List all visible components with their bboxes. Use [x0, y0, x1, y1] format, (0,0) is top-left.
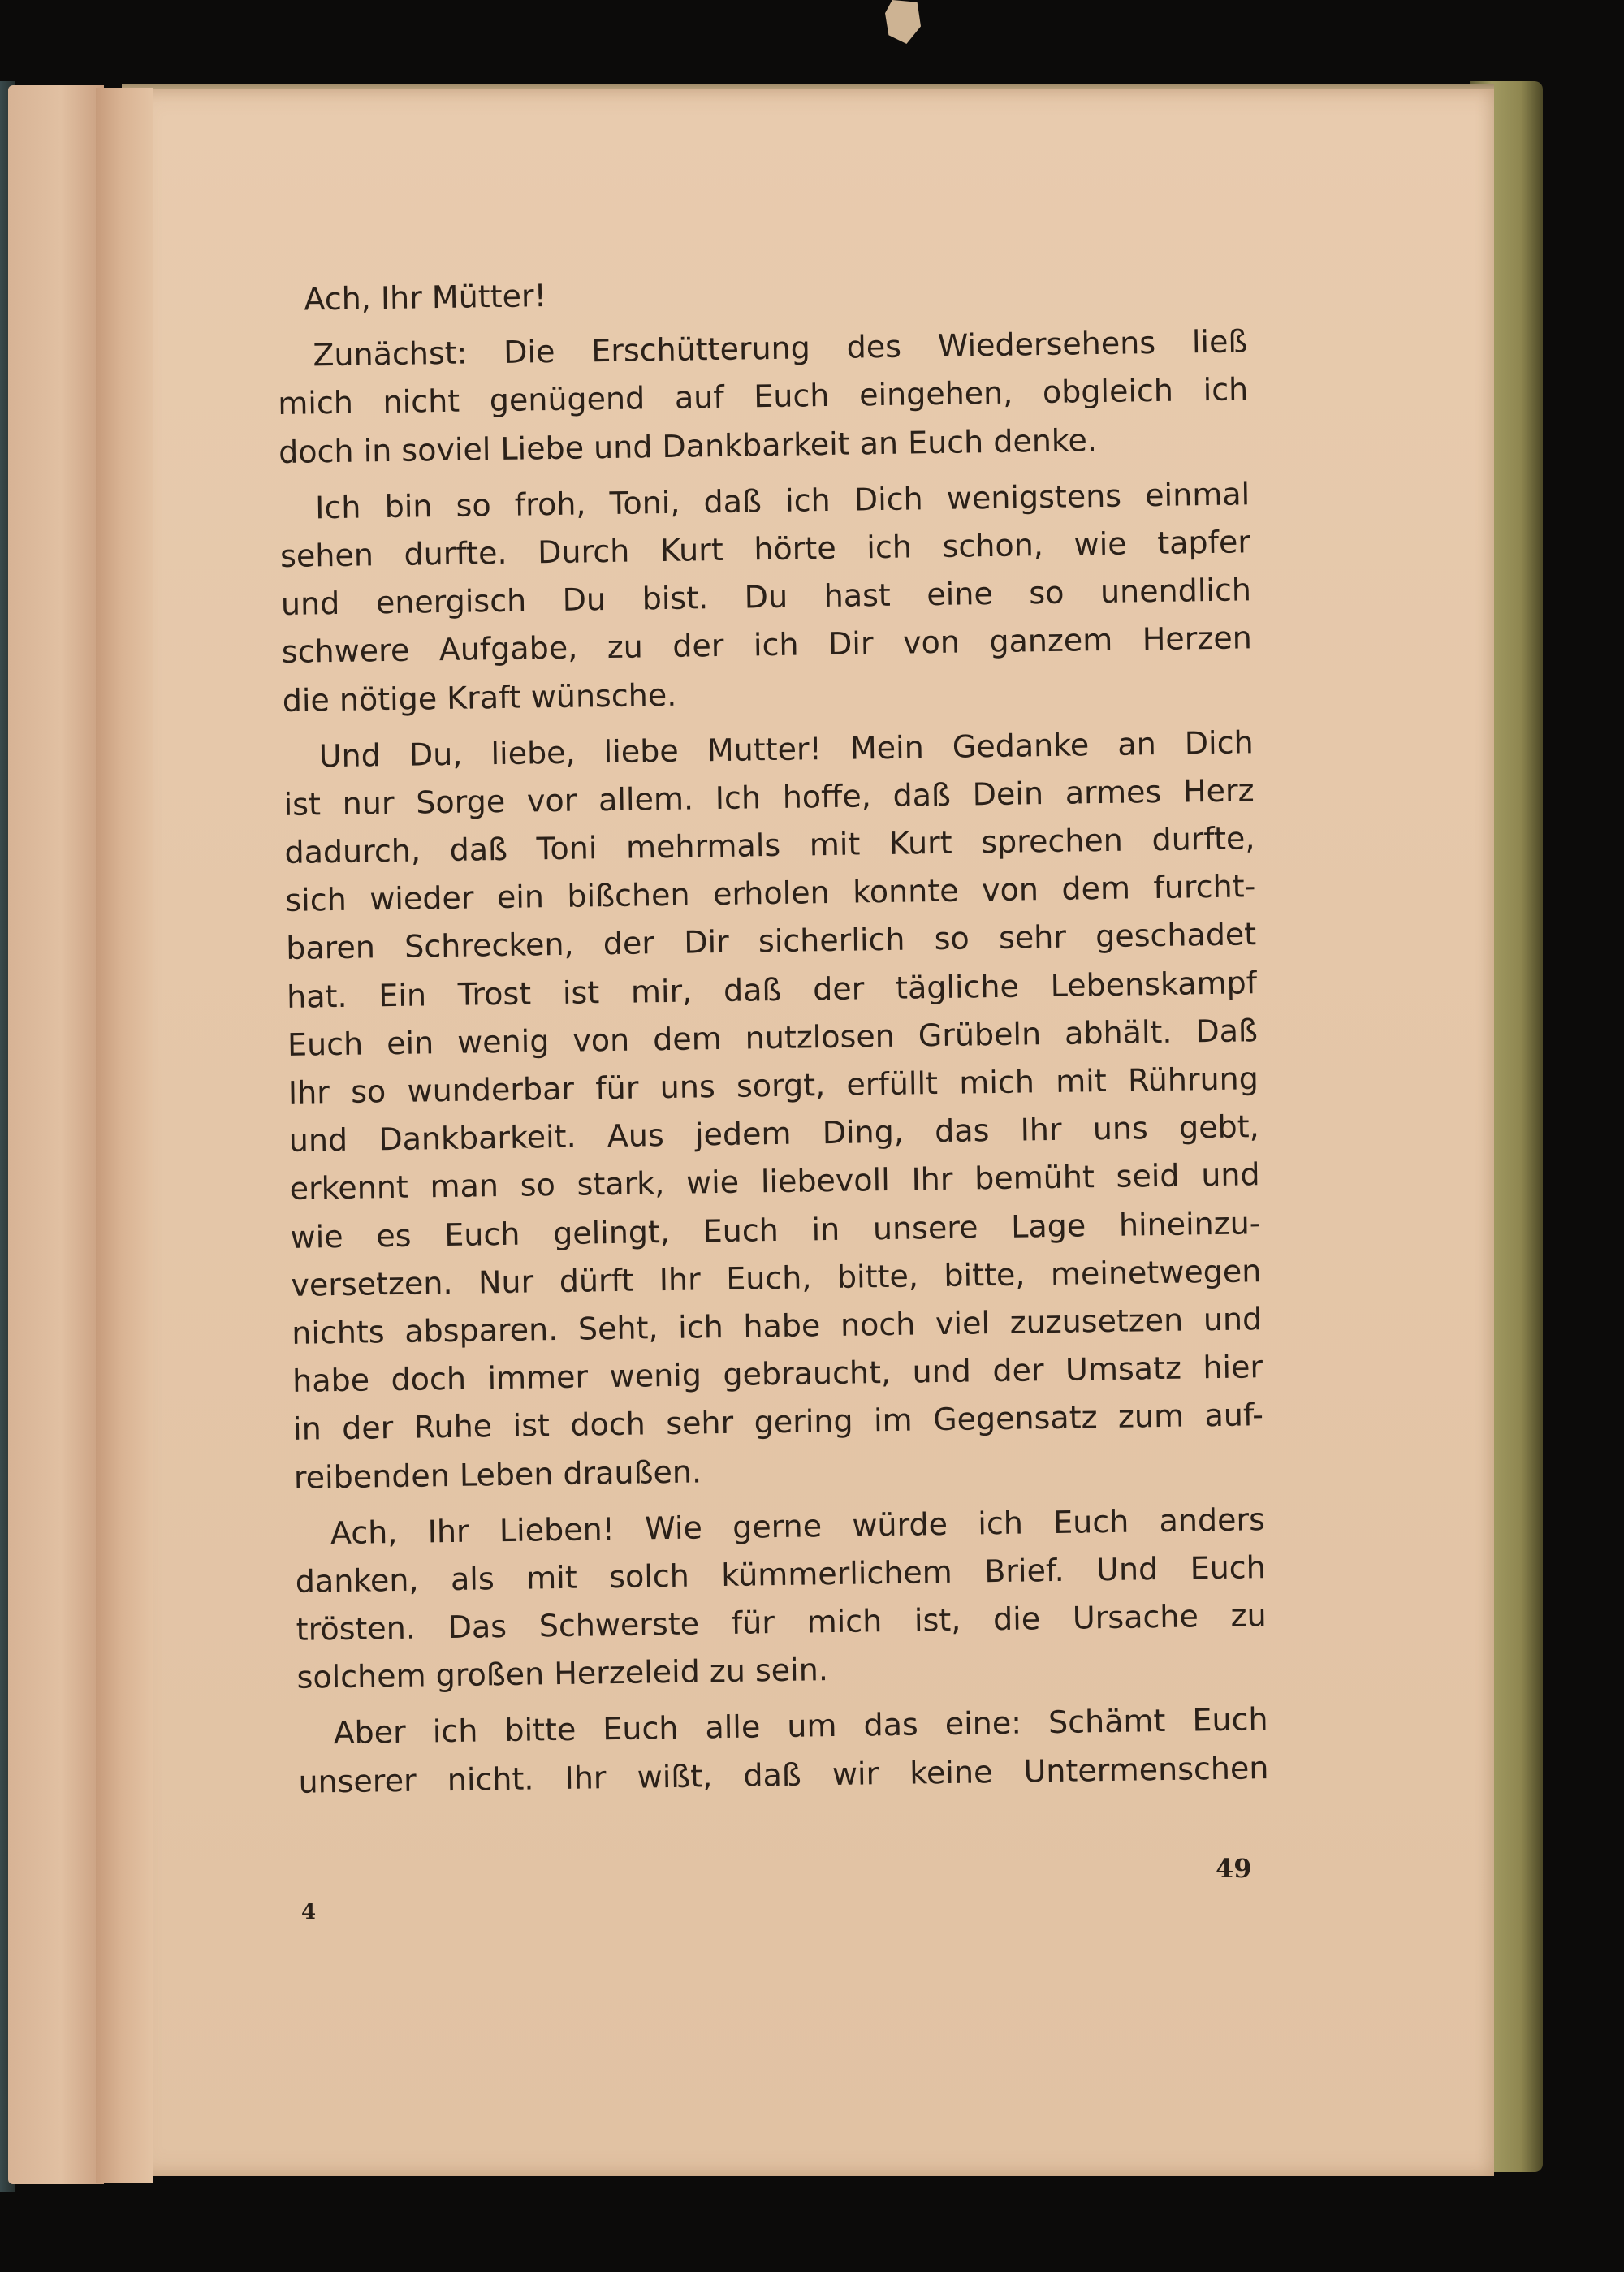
text-line: Aber ich bitte Euch alle um das eine: Schämt Euch: [333, 1701, 1268, 1752]
page-number: 49: [1216, 1853, 1252, 1884]
text-line: trösten. Das Schwerste für mich ist, die Ursache zu: [296, 1597, 1267, 1648]
text-line: danken, als mit solch kümmerlichem Brief. Und Euch: [295, 1549, 1267, 1600]
text-line: hat. Ein Trost ist mir, daß der tägliche Lebenskampf: [286, 964, 1258, 1015]
paragraph-5: [297, 1696, 1269, 1807]
text-line: wie es Euch gelingt, Euch in unsere Lage hineinzu-: [290, 1204, 1261, 1255]
paragraph-4: [295, 1496, 1268, 1702]
text-line: ist nur Sorge vor allem. Ich hoffe, daß Dein armes Herz: [283, 772, 1255, 823]
text-line: habe doch immer wenig gebraucht, und der Umsatz hier: [292, 1349, 1263, 1399]
text-line: und energisch Du bist. Du hast eine so unendlich: [280, 572, 1252, 623]
text-line: und Dankbarkeit. Aus jedem Ding, das Ihr uns gebt,: [288, 1108, 1259, 1160]
text-line: Und Du, liebe, liebe Mutter! Mein Gedanke an Dich: [318, 723, 1254, 774]
signature-mark: 4: [301, 1900, 317, 1924]
text-line: Zunächst: Die Erschütterung des Wiedersehens ließ: [313, 323, 1248, 374]
page-text: [276, 261, 1269, 1806]
text-line: mich nicht genügend auf Euch eingehen, obgleich ich: [278, 371, 1249, 422]
paragraph-1: [277, 317, 1250, 476]
text-line: unserer nicht. Ihr wißt, daß wir keine Untermenschen: [298, 1749, 1269, 1800]
paragraph-3: [283, 719, 1264, 1502]
text-line: solchem großen Herzeleid zu sein.: [296, 1652, 829, 1696]
text-line: Euch ein wenig von dem nutzlosen Grübeln abhält. Daß: [287, 1012, 1259, 1063]
text-line: Ihr so wunderbar für uns sorgt, erfüllt mich mit Rührung: [287, 1060, 1259, 1111]
text-line: versetzen. Nur dürft Ihr Euch, bitte, bitte, meinetwegen: [291, 1252, 1262, 1303]
left-page-edge: [8, 85, 104, 2184]
text-line: reibenden Leben draußen.: [293, 1453, 702, 1496]
text-line: erkennt man so stark, wie liebevoll Ihr bemüht seid und: [289, 1156, 1260, 1207]
text-line: baren Schrecken, der Dir sicherlich so sehr geschadet: [285, 916, 1257, 967]
text-line: in der Ruhe ist doch sehr gering im Gegensatz zum auf-: [292, 1397, 1264, 1448]
text-line: Ich bin so froh, Toni, daß ich Dich wenigstens einmal: [314, 475, 1250, 526]
text-line: sehen durfte. Durch Kurt hörte ich schon, wie tapfer: [279, 524, 1251, 574]
text-line: nichts absparen. Seht, ich habe noch viel zuzusetzen und: [291, 1301, 1263, 1351]
text-line: die nötige Kraft wünsche.: [282, 676, 677, 719]
text-line: sich wieder ein bißchen erholen konnte von dem furcht-: [285, 868, 1256, 919]
paragraph-2: [279, 470, 1253, 725]
paper-scrap: [885, 0, 921, 44]
letter-salutation: Ach, Ihr Mütter!: [304, 278, 547, 317]
book-gutter: [96, 88, 153, 2183]
text-line: Ach, Ihr Lieben! Wie gerne würde ich Euch anders: [330, 1501, 1266, 1551]
text-line: schwere Aufgabe, zu der ich Dir von ganzem Herzen: [281, 620, 1253, 671]
text-line: doch in soviel Liebe und Dankbarkeit an Euch denke.: [278, 421, 1098, 470]
text-line: dadurch, daß Toni mehrmals mit Kurt sprechen durfte,: [284, 820, 1255, 870]
